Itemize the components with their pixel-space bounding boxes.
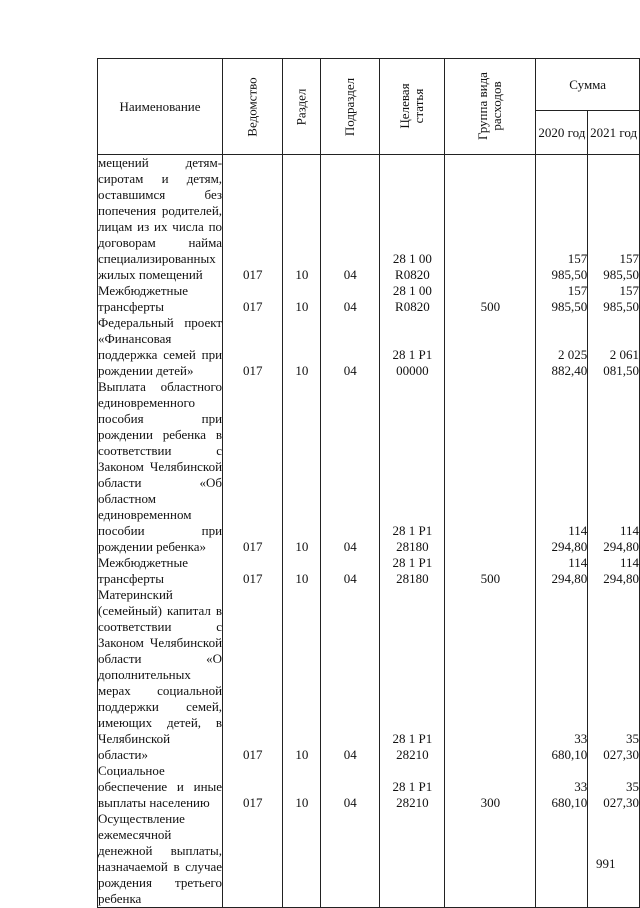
table-row <box>98 379 640 555</box>
budget-table <box>97 58 640 908</box>
row-sum-2020: 114 294,80 <box>536 379 588 555</box>
row-razdel: 10 <box>283 763 321 811</box>
header-razdel: Раздел <box>283 59 321 155</box>
table-row <box>98 811 640 908</box>
row-razdel <box>283 811 321 908</box>
row-target: 28 1 00 R0820 <box>380 155 445 284</box>
row-target: 28 1 P1 00000 <box>380 315 445 379</box>
row-podrazdel: 04 <box>321 379 380 555</box>
row-sum-2021: 2 061 081,50 <box>588 315 640 379</box>
header-year-2021: 2021 год <box>588 111 640 155</box>
row-name: Межбюджетные трансферты <box>98 283 223 315</box>
row-name: Осуществление ежемесячной денежной выплаты, назначаемой в случае рождения третьего ребенка <box>98 811 223 906</box>
row-group: 500 <box>445 283 536 315</box>
row-vedomstvo: 017 <box>223 587 283 763</box>
row-sum-2020: 114 294,80 <box>536 555 588 587</box>
row-sum-2021: 114 294,80 <box>588 555 640 587</box>
row-name: Межбюджетные трансферты <box>98 555 223 587</box>
row-group <box>445 587 536 763</box>
row-podrazdel <box>321 811 380 908</box>
row-sum-2020 <box>536 811 588 908</box>
row-razdel: 10 <box>283 283 321 315</box>
row-podrazdel: 04 <box>321 315 380 379</box>
table-row <box>98 763 640 811</box>
row-razdel: 10 <box>283 555 321 587</box>
row-target: 28 1 P1 28210 <box>380 763 445 811</box>
row-vedomstvo <box>223 811 283 908</box>
row-podrazdel: 04 <box>321 155 380 284</box>
table-row <box>98 155 640 284</box>
row-razdel: 10 <box>283 155 321 284</box>
row-podrazdel: 04 <box>321 555 380 587</box>
row-vedomstvo: 017 <box>223 283 283 315</box>
row-vedomstvo: 017 <box>223 555 283 587</box>
row-target: 28 1 P1 28180 <box>380 555 445 587</box>
row-group <box>445 155 536 284</box>
row-target: 28 1 P1 28180 <box>380 379 445 555</box>
row-razdel: 10 <box>283 315 321 379</box>
row-name: Федеральный проект «Финансовая поддержка семей при рождении детей» <box>98 315 223 378</box>
page-number: 991 <box>596 856 616 871</box>
table-row <box>98 587 640 763</box>
row-sum-2021: 35 027,30 <box>588 763 640 811</box>
row-sum-2021: 114 294,80 <box>588 379 640 555</box>
row-podrazdel: 04 <box>321 283 380 315</box>
row-vedomstvo: 017 <box>223 763 283 811</box>
row-name: Выплата областного единовременного пособия при рождении ребенка в соответствии с Законом Челябинской области «Об областном единовременном пособии при рождении ребенка» <box>98 379 223 554</box>
row-razdel: 10 <box>283 379 321 555</box>
row-group <box>445 315 536 379</box>
row-sum-2020: 157 985,50 <box>536 283 588 315</box>
header-podrazdel: Подраздел <box>321 59 380 155</box>
row-sum-2020: 157 985,50 <box>536 155 588 284</box>
row-group: 500 <box>445 555 536 587</box>
row-target: 28 1 00 R0820 <box>380 283 445 315</box>
table-row <box>98 315 640 379</box>
header-vedomstvo: Ведомство <box>223 59 283 155</box>
header-name: Наименование <box>98 59 223 155</box>
row-group: 300 <box>445 763 536 811</box>
row-vedomstvo: 017 <box>223 379 283 555</box>
row-vedomstvo: 017 <box>223 315 283 379</box>
row-sum-2021: 35 027,30 <box>588 587 640 763</box>
row-podrazdel: 04 <box>321 763 380 811</box>
header-year-2020: 2020 год <box>536 111 588 155</box>
row-vedomstvo: 017 <box>223 155 283 284</box>
table-row <box>98 283 640 315</box>
row-name: Материнский (семейный) капитал в соответствии с Законом Челябинской области «О дополнительных мерах социальной поддержки семей, имеющих детей, в Челябинской области» <box>98 587 223 762</box>
row-podrazdel: 04 <box>321 587 380 763</box>
table-row <box>98 555 640 587</box>
header-group: Группа вида расходов <box>445 59 536 155</box>
row-group <box>445 811 536 908</box>
row-group <box>445 379 536 555</box>
header-target: Целевая статья <box>380 59 445 155</box>
row-sum-2021: 157 985,50 <box>588 155 640 284</box>
row-sum-2020: 33 680,10 <box>536 587 588 763</box>
row-sum-2021: 157 985,50 <box>588 283 640 315</box>
row-name: мещений детям-сиротам и детям, оставшимся без попечения родителей, лицам из их числа по договорам найма специализированных жилых помещений <box>98 155 223 282</box>
row-target: 28 1 P1 28210 <box>380 587 445 763</box>
row-sum-2020: 2 025 882,40 <box>536 315 588 379</box>
row-sum-2020: 33 680,10 <box>536 763 588 811</box>
row-razdel: 10 <box>283 587 321 763</box>
row-name: Социальное обеспечение и иные выплаты населению <box>98 763 223 810</box>
row-target <box>380 811 445 908</box>
header-sum: Сумма <box>536 59 640 111</box>
